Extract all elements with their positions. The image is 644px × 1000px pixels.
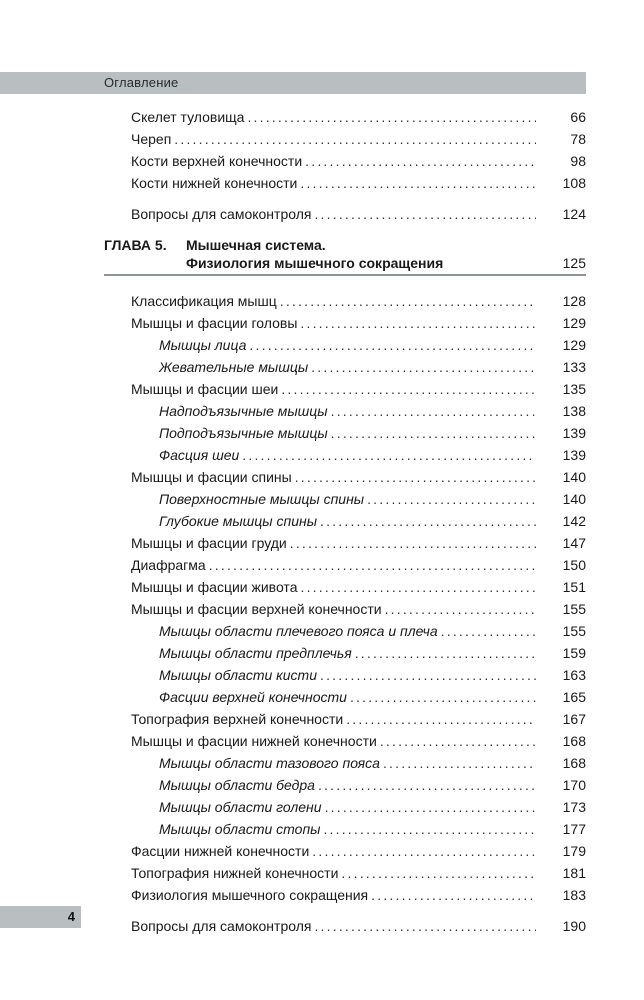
toc-entry-page: 139 <box>562 425 586 441</box>
toc-entry-page: 128 <box>562 293 586 309</box>
toc-entry[interactable] <box>131 530 586 552</box>
toc-subentry[interactable] <box>159 332 586 354</box>
toc-entry-page: 168 <box>562 755 586 771</box>
toc-entry-page: 168 <box>562 733 586 749</box>
toc-entry-title: Подподъязычные мышцы <box>159 425 328 441</box>
toc-entry-page: 173 <box>562 799 586 815</box>
toc-entry-page: 135 <box>562 381 586 397</box>
toc-entry-title: Мышцы области кисти <box>159 667 317 683</box>
toc-entry-page: 150 <box>562 557 586 573</box>
toc-subentry[interactable] <box>159 684 586 706</box>
toc-entry[interactable] <box>131 126 586 148</box>
toc-entry-page: 155 <box>562 623 586 639</box>
toc-leader <box>314 205 536 223</box>
toc-entry-page: 155 <box>562 601 586 617</box>
toc-entry-title: Мышцы области бедра <box>159 777 315 793</box>
chapter-title-line1: Мышечная система. <box>186 237 326 253</box>
toc-leader <box>325 798 536 816</box>
toc-leader <box>295 468 536 486</box>
toc-entry-page: 140 <box>562 469 586 485</box>
page-number-tab <box>0 906 81 928</box>
toc-leader <box>305 152 536 170</box>
toc-leader <box>312 842 536 860</box>
toc-subentry[interactable] <box>159 618 586 640</box>
toc-entry[interactable] <box>131 310 586 332</box>
toc-entry-title: Надподъязычные мышцы <box>159 403 328 419</box>
toc-leader <box>331 424 536 442</box>
toc-entry-title: Мышцы области тазового пояса <box>159 755 380 771</box>
toc-leader <box>242 446 536 464</box>
chapter-page: 125 <box>562 255 586 271</box>
toc-subentry[interactable] <box>159 442 586 464</box>
toc-entry-page: 167 <box>562 711 586 727</box>
toc-entry[interactable] <box>131 201 586 223</box>
toc-entry-title: Вопросы для самоконтроля <box>131 918 312 934</box>
toc-entry-title: Мышцы и фасции шеи <box>131 381 279 397</box>
toc-entry-page: 163 <box>562 667 586 683</box>
toc-entry-page: 139 <box>562 447 586 463</box>
toc-leader <box>209 556 536 574</box>
toc-leader <box>318 776 536 794</box>
chapter-title-line2: Физиология мышечного сокращения <box>186 255 444 271</box>
toc-leader <box>355 644 536 662</box>
toc-entry-page: 138 <box>562 403 586 419</box>
toc-entry[interactable] <box>131 913 586 935</box>
toc-entry[interactable] <box>131 104 586 126</box>
toc-entry-page: 140 <box>562 491 586 507</box>
toc-leader <box>314 917 536 935</box>
toc-entry-title: Глубокие мышцы спины <box>159 513 317 529</box>
toc-entry[interactable] <box>131 838 586 860</box>
toc-entry-page: 133 <box>562 359 586 375</box>
toc-leader <box>320 666 536 684</box>
toc-leader <box>367 490 536 508</box>
toc-entry-title: Топография нижней конечности <box>131 865 339 881</box>
toc-entry-page: 177 <box>562 821 586 837</box>
toc-subentry[interactable] <box>159 816 586 838</box>
toc-entry-title: Фасция шеи <box>159 447 240 463</box>
toc-entry-title: Мышцы области стопы <box>159 821 321 837</box>
toc-entry-page: 181 <box>562 865 586 881</box>
toc-leader <box>441 622 536 640</box>
toc-leader <box>290 534 536 552</box>
toc-entry-title: Скелет туловища <box>131 109 245 125</box>
chapter-label: ГЛАВА 5. <box>104 237 167 253</box>
toc-entry-page: 124 <box>562 206 586 222</box>
toc-entry-title: Фасции верхней конечности <box>159 689 347 705</box>
toc-subentry[interactable] <box>159 772 586 794</box>
toc-entry[interactable] <box>131 170 586 192</box>
toc-entry[interactable] <box>131 288 586 310</box>
toc-entry-title: Вопросы для самоконтроля <box>131 206 312 222</box>
toc-entry-title: Топография верхней конечности <box>131 711 344 727</box>
running-header <box>0 72 586 94</box>
toc-subentry[interactable] <box>159 486 586 508</box>
toc-entry[interactable] <box>131 574 586 596</box>
toc-subentry[interactable] <box>159 398 586 420</box>
toc-entry-title: Фасции нижней конечности <box>131 843 310 859</box>
toc-leader <box>350 688 536 706</box>
toc-subentry[interactable] <box>159 640 586 662</box>
toc-entry-title: Мышцы и фасции спины <box>131 469 292 485</box>
toc-leader <box>311 358 536 376</box>
toc-entry-title: Мышцы области голени <box>159 799 322 815</box>
toc-leader <box>300 314 536 332</box>
toc-entry-page: 159 <box>562 645 586 661</box>
chapter-divider <box>104 274 586 276</box>
page-number: 4 <box>67 909 75 924</box>
toc-entry-title: Мышцы и фасции живота <box>131 579 298 595</box>
toc-leader <box>380 732 536 750</box>
toc-entry[interactable] <box>131 882 586 904</box>
toc-leader <box>385 600 536 618</box>
toc-subentry[interactable] <box>159 354 586 376</box>
toc-entry[interactable] <box>131 148 586 170</box>
toc-entry-title: Мышцы и фасции нижней конечности <box>131 733 377 749</box>
toc-leader <box>320 512 536 530</box>
toc-entry-title: Мышцы и фасции груди <box>131 535 287 551</box>
toc-leader <box>323 820 536 838</box>
toc-leader <box>371 886 536 904</box>
toc-entry[interactable] <box>131 596 586 618</box>
toc-entry-page: 165 <box>562 689 586 705</box>
toc-leader <box>249 336 536 354</box>
toc-entry[interactable] <box>131 552 586 574</box>
toc-entry[interactable] <box>131 376 586 398</box>
toc-leader <box>346 710 536 728</box>
toc-entry-page: 108 <box>562 175 586 191</box>
toc-subentry[interactable] <box>159 508 586 530</box>
toc-leader <box>300 174 536 192</box>
toc-entry-page: 98 <box>570 153 586 169</box>
toc-entry-title: Кости нижней конечности <box>131 175 298 191</box>
toc-entry[interactable] <box>131 464 586 486</box>
toc-entry-page: 129 <box>562 315 586 331</box>
toc-entry-page: 151 <box>562 579 586 595</box>
toc-entry-page: 190 <box>562 918 586 934</box>
toc-leader <box>280 292 536 310</box>
toc-entry-title: Жевательные мышцы <box>159 359 309 375</box>
toc-entry[interactable] <box>131 728 586 750</box>
toc-leader <box>300 578 536 596</box>
toc-entry-page: 147 <box>562 535 586 551</box>
toc-entry[interactable] <box>131 860 586 882</box>
toc-leader <box>341 864 536 882</box>
running-header-title: Оглавление <box>104 75 179 90</box>
toc-entry-title: Череп <box>131 131 172 147</box>
toc-entry-title: Мышцы лица <box>159 337 247 353</box>
chapter-heading[interactable] <box>104 236 586 272</box>
toc-leader <box>174 130 536 148</box>
toc-entry-title: Поверхностные мышцы спины <box>159 491 365 507</box>
toc-entry-title: Физиология мышечного сокращения <box>131 887 369 903</box>
toc-leader <box>247 108 536 126</box>
toc-entry[interactable] <box>131 706 586 728</box>
toc-subentry[interactable] <box>159 750 586 772</box>
toc-entry-page: 142 <box>562 513 586 529</box>
toc-entry-page: 129 <box>562 337 586 353</box>
toc-entry-title: Мышцы области предплечья <box>159 645 352 661</box>
toc-entry-page: 179 <box>562 843 586 859</box>
toc-subentry[interactable] <box>159 794 586 816</box>
toc-entry-title: Мышцы и фасции головы <box>131 315 298 331</box>
toc-entry-title: Диафрагма <box>131 557 206 573</box>
toc-entry-title: Мышцы области плечевого пояса и плеча <box>159 623 438 639</box>
toc-entry-page: 78 <box>570 131 586 147</box>
toc-leader <box>383 754 536 772</box>
toc-subentry[interactable] <box>159 420 586 442</box>
toc-entry-title: Кости верхней конечности <box>131 153 303 169</box>
toc-leader <box>331 402 536 420</box>
toc-entry-title: Мышцы и фасции верхней конечности <box>131 601 382 617</box>
toc-entry-page: 66 <box>570 109 586 125</box>
toc-entry-title: Классификация мышц <box>131 293 277 309</box>
toc-subentry[interactable] <box>159 662 586 684</box>
toc-leader <box>281 380 536 398</box>
toc-entry-page: 170 <box>562 777 586 793</box>
toc-entry-page: 183 <box>562 887 586 903</box>
